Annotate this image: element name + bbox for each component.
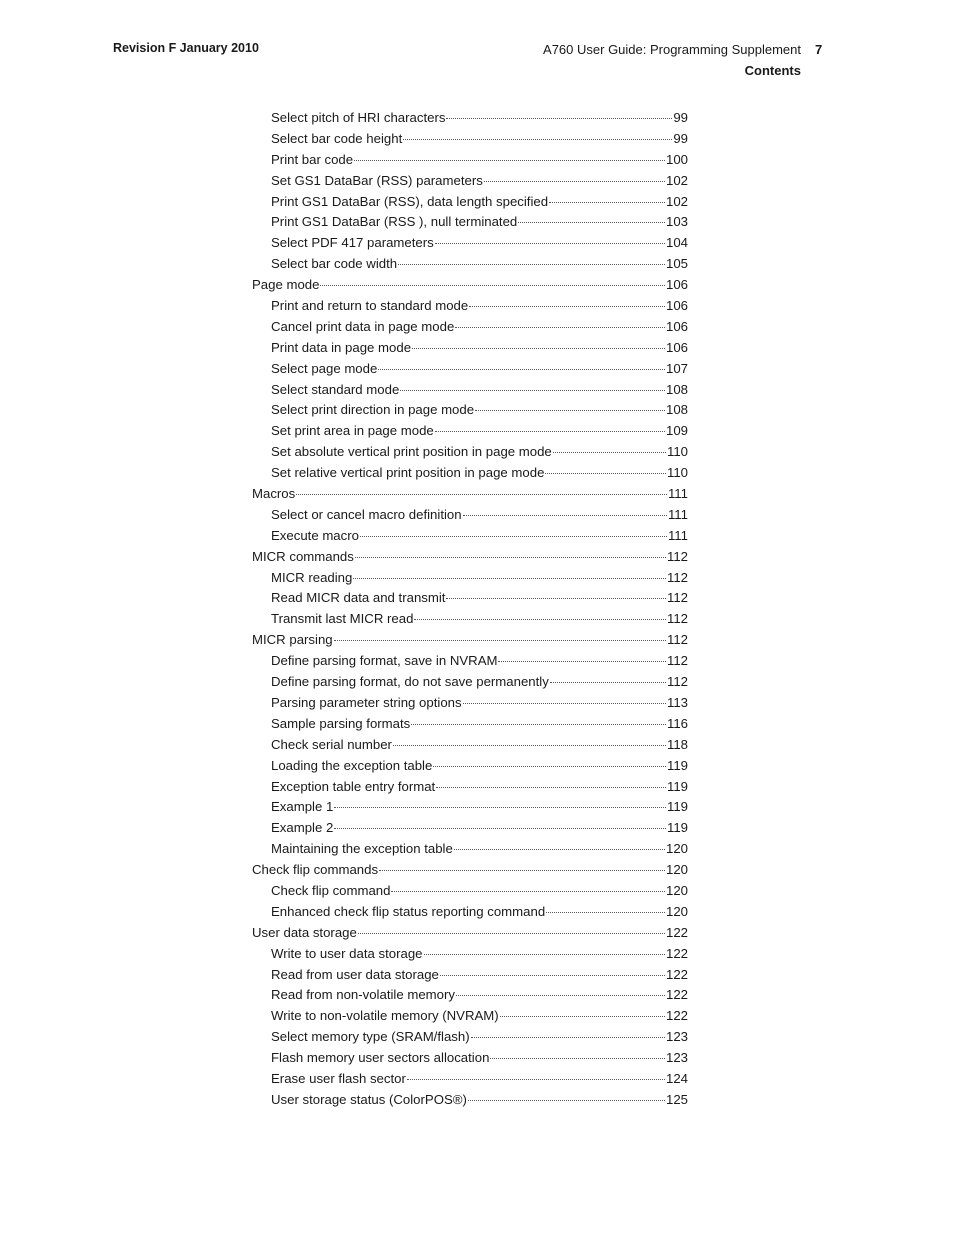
toc-dot-leader <box>403 139 672 140</box>
toc-subsection-entry[interactable] <box>252 985 688 1006</box>
toc-entry-page: 105 <box>665 256 688 272</box>
toc-dot-leader <box>468 1100 665 1101</box>
toc-dot-leader <box>498 661 665 662</box>
toc-subsection-entry[interactable] <box>252 526 688 547</box>
toc-entry-title: Transmit last MICR read <box>271 611 414 627</box>
toc-entry-page: 99 <box>673 110 688 125</box>
toc-section-entry[interactable] <box>252 923 688 944</box>
toc-subsection-entry[interactable] <box>252 1069 688 1090</box>
toc-dot-leader <box>553 452 666 453</box>
toc-entry-title: Parsing parameter string options <box>271 694 462 710</box>
toc-dot-leader <box>378 369 665 370</box>
toc-entry-page: 123 <box>665 1050 688 1066</box>
toc-entry-title: Select page mode <box>271 360 378 376</box>
toc-entry-title: Macros <box>252 486 296 502</box>
toc-dot-leader <box>463 703 666 704</box>
toc-entry-page: 112 <box>666 674 688 690</box>
document-title: A760 User Guide: Programming Supplement <box>543 42 801 57</box>
toc-entry-page: 106 <box>665 298 688 314</box>
toc-dot-leader <box>411 724 666 725</box>
toc-entry-title: Print GS1 DataBar (RSS ), null terminated <box>271 214 518 230</box>
toc-entry-title: Write to non-volatile memory (NVRAM) <box>271 1008 499 1024</box>
toc-subsection-entry[interactable] <box>252 902 688 923</box>
toc-subsection-entry[interactable] <box>252 359 688 380</box>
toc-entry-page: 118 <box>666 736 688 752</box>
toc-entry-title: Check flip commands <box>252 862 379 878</box>
toc-entry-title: Print data in page mode <box>271 339 412 355</box>
toc-subsection-entry[interactable] <box>252 693 688 714</box>
toc-entry-title: Example 1 <box>271 799 334 815</box>
toc-entry-page: 106 <box>665 318 688 334</box>
toc-dot-leader <box>454 849 665 850</box>
toc-section-entry[interactable] <box>252 275 688 296</box>
toc-entry-page: 104 <box>665 235 688 251</box>
toc-entry-page: 125 <box>665 1091 688 1107</box>
toc-entry-title: Print and return to standard mode <box>271 298 469 314</box>
toc-entry-title: Define parsing format, save in NVRAM <box>271 653 498 669</box>
toc-entry-page: 120 <box>665 903 688 919</box>
toc-entry-page: 113 <box>666 694 688 710</box>
toc-entry-title: Exception table entry format <box>271 778 436 794</box>
toc-dot-leader <box>354 160 665 161</box>
toc-entry-page: 120 <box>665 862 688 878</box>
toc-entry-title: Select pitch of HRI characters <box>271 110 446 125</box>
toc-subsection-entry[interactable] <box>252 421 688 442</box>
toc-entry-title: Cancel print data in page mode <box>271 318 455 334</box>
toc-entry-title: Check flip command <box>271 882 391 898</box>
toc-entry-title: Print bar code <box>271 151 354 167</box>
toc-dot-leader <box>500 1016 665 1017</box>
toc-entry-title: Loading the exception table <box>271 757 433 773</box>
toc-entry-page: 119 <box>666 757 688 773</box>
toc-subsection-entry[interactable] <box>252 129 688 150</box>
table-of-contents <box>252 108 688 1111</box>
toc-entry-page: 107 <box>665 360 688 376</box>
toc-entry-title: Select memory type (SRAM/flash) <box>271 1029 470 1045</box>
toc-entry-title: MICR commands <box>252 548 354 564</box>
toc-entry-title: Flash memory user sectors allocation <box>271 1050 490 1066</box>
toc-dot-leader <box>440 975 665 976</box>
toc-subsection-entry[interactable] <box>252 944 688 965</box>
toc-subsection-entry[interactable] <box>252 1090 688 1111</box>
toc-entry-page: 106 <box>665 277 688 293</box>
toc-subsection-entry[interactable] <box>252 150 688 171</box>
toc-dot-leader <box>435 431 665 432</box>
toc-entry-title: Print GS1 DataBar (RSS), data length specified <box>271 193 549 209</box>
toc-subsection-entry[interactable] <box>252 338 688 359</box>
toc-entry-page: 116 <box>666 715 688 731</box>
toc-subsection-entry[interactable] <box>252 233 688 254</box>
toc-dot-leader <box>391 891 665 892</box>
toc-dot-leader <box>475 410 665 411</box>
page-number: 7 <box>815 42 823 57</box>
running-header <box>543 39 801 81</box>
toc-subsection-entry[interactable] <box>252 380 688 401</box>
toc-subsection-entry[interactable] <box>252 588 688 609</box>
toc-subsection-entry[interactable] <box>252 735 688 756</box>
toc-entry-page: 120 <box>665 841 688 857</box>
toc-entry-page: 108 <box>665 402 688 418</box>
toc-entry-title: Select bar code width <box>271 256 398 272</box>
toc-subsection-entry[interactable] <box>252 568 688 589</box>
toc-entry-title: Define parsing format, do not save permanently <box>271 674 549 690</box>
toc-subsection-entry[interactable] <box>252 296 688 317</box>
toc-entry-title: Select or cancel macro definition <box>271 506 462 522</box>
toc-section-entry[interactable] <box>252 860 688 881</box>
toc-entry-page: 112 <box>666 611 688 627</box>
toc-subsection-entry[interactable] <box>252 463 688 484</box>
toc-entry-title: Read from user data storage <box>271 966 439 982</box>
toc-entry-title: Set GS1 DataBar (RSS) parameters <box>271 172 483 188</box>
toc-entry-page: 102 <box>665 193 688 209</box>
toc-subsection-entry[interactable] <box>252 818 688 839</box>
toc-dot-leader <box>518 222 665 223</box>
toc-dot-leader <box>546 912 665 913</box>
toc-entry-title: Select PDF 417 parameters <box>271 235 434 251</box>
toc-entry-page: 122 <box>665 987 688 1003</box>
toc-entry-title: Example 2 <box>271 820 334 836</box>
toc-dot-leader <box>334 640 666 641</box>
toc-dot-leader <box>353 578 666 579</box>
toc-entry-page: 112 <box>666 632 688 648</box>
toc-entry-page: 110 <box>666 444 688 460</box>
toc-entry-title: Read MICR data and transmit <box>271 590 446 606</box>
toc-dot-leader <box>398 264 665 265</box>
toc-entry-title: Page mode <box>252 277 320 293</box>
toc-dot-leader <box>334 828 666 829</box>
toc-entry-title: Read from non-volatile memory <box>271 987 455 1003</box>
toc-section-entry[interactable] <box>252 547 688 568</box>
toc-entry-title: Set absolute vertical print position in page mode <box>271 444 552 460</box>
toc-entry-title: Set print area in page mode <box>271 423 434 439</box>
toc-entry-title: Write to user data storage <box>271 945 423 961</box>
toc-entry-title: User storage status (ColorPOS®) <box>271 1091 467 1107</box>
toc-section-entry[interactable] <box>252 484 688 505</box>
toc-entry-page: 119 <box>666 799 688 815</box>
toc-dot-leader <box>471 1037 665 1038</box>
toc-subsection-entry[interactable] <box>252 1006 688 1027</box>
toc-dot-leader <box>436 787 666 788</box>
toc-entry-title: MICR reading <box>271 569 353 585</box>
toc-entry-title: MICR parsing <box>252 632 333 648</box>
toc-dot-leader <box>400 390 665 391</box>
toc-entry-title: Set relative vertical print position in page mode <box>271 465 545 481</box>
toc-entry-page: 111 <box>667 506 688 522</box>
toc-entry-page: 100 <box>665 151 688 167</box>
toc-dot-leader <box>463 515 667 516</box>
toc-dot-leader <box>296 494 667 495</box>
toc-entry-page: 111 <box>667 527 688 543</box>
toc-dot-leader <box>412 348 665 349</box>
toc-dot-leader <box>358 933 665 934</box>
toc-subsection-entry[interactable] <box>252 651 688 672</box>
toc-entry-page: 108 <box>665 381 688 397</box>
toc-subsection-entry[interactable] <box>252 254 688 275</box>
toc-section-entry[interactable] <box>252 630 688 651</box>
toc-entry-page: 106 <box>665 339 688 355</box>
toc-dot-leader <box>334 807 666 808</box>
toc-subsection-entry[interactable] <box>252 1027 688 1048</box>
toc-dot-leader <box>435 243 665 244</box>
toc-dot-leader <box>550 682 666 683</box>
toc-dot-leader <box>320 285 665 286</box>
toc-entry-page: 112 <box>666 653 688 669</box>
toc-subsection-entry[interactable] <box>252 108 688 129</box>
toc-subsection-entry[interactable] <box>252 797 688 818</box>
toc-subsection-entry[interactable] <box>252 192 688 213</box>
toc-entry-title: Select bar code height <box>271 130 403 146</box>
toc-entry-page: 122 <box>665 924 688 940</box>
toc-entry-title: Enhanced check flip status reporting command <box>271 903 546 919</box>
toc-dot-leader <box>407 1079 665 1080</box>
toc-subsection-entry[interactable] <box>252 400 688 421</box>
toc-subsection-entry[interactable] <box>252 442 688 463</box>
toc-subsection-entry[interactable] <box>252 777 688 798</box>
section-name: Contents <box>744 63 801 78</box>
toc-subsection-entry[interactable] <box>252 609 688 630</box>
toc-subsection-entry[interactable] <box>252 839 688 860</box>
toc-entry-page: 112 <box>666 548 688 564</box>
toc-entry-page: 124 <box>665 1070 688 1086</box>
toc-entry-title: Maintaining the exception table <box>271 841 453 857</box>
toc-dot-leader <box>393 745 666 746</box>
toc-entry-page: 112 <box>666 590 688 606</box>
toc-entry-title: Execute macro <box>271 527 359 543</box>
toc-dot-leader <box>490 1058 665 1059</box>
toc-entry-page: 122 <box>665 945 688 961</box>
toc-entry-page: 110 <box>666 465 688 481</box>
toc-subsection-entry[interactable] <box>252 171 688 192</box>
toc-entry-page: 122 <box>665 966 688 982</box>
toc-dot-leader <box>446 598 666 599</box>
toc-subsection-entry[interactable] <box>252 212 688 233</box>
toc-dot-leader <box>360 536 667 537</box>
toc-dot-leader <box>484 181 665 182</box>
toc-entry-page: 111 <box>667 486 688 502</box>
toc-entry-page: 119 <box>666 820 688 836</box>
toc-subsection-entry[interactable] <box>252 317 688 338</box>
toc-dot-leader <box>549 202 665 203</box>
toc-dot-leader <box>433 766 666 767</box>
toc-entry-title: Select standard mode <box>271 381 400 397</box>
toc-entry-page: 120 <box>665 882 688 898</box>
toc-subsection-entry[interactable] <box>252 965 688 986</box>
toc-entry-title: Check serial number <box>271 736 392 752</box>
toc-entry-page: 109 <box>665 423 688 439</box>
toc-entry-page: 119 <box>666 778 688 794</box>
toc-entry-page: 123 <box>665 1029 688 1045</box>
toc-dot-leader <box>379 870 665 871</box>
toc-subsection-entry[interactable] <box>252 672 688 693</box>
toc-dot-leader <box>469 306 665 307</box>
toc-dot-leader <box>355 557 666 558</box>
toc-subsection-entry[interactable] <box>252 505 688 526</box>
toc-entry-title: User data storage <box>252 924 357 940</box>
toc-subsection-entry[interactable] <box>252 714 688 735</box>
toc-dot-leader <box>414 619 666 620</box>
toc-entry-page: 102 <box>665 172 688 188</box>
toc-dot-leader <box>456 995 665 996</box>
toc-entry-title: Sample parsing formats <box>271 715 411 731</box>
toc-entry-page: 103 <box>665 214 688 230</box>
toc-dot-leader <box>424 954 665 955</box>
toc-entry-title: Erase user flash sector <box>271 1070 406 1086</box>
toc-entry-page: 112 <box>666 569 688 585</box>
toc-subsection-entry[interactable] <box>252 756 688 777</box>
toc-subsection-entry[interactable] <box>252 1048 688 1069</box>
toc-dot-leader <box>446 118 672 119</box>
toc-dot-leader <box>455 327 665 328</box>
toc-subsection-entry[interactable] <box>252 881 688 902</box>
toc-entry-page: 122 <box>665 1008 688 1024</box>
toc-entry-title: Select print direction in page mode <box>271 402 475 418</box>
revision-label: Revision F January 2010 <box>113 41 259 55</box>
toc-entry-page: 99 <box>673 130 688 146</box>
toc-dot-leader <box>545 473 666 474</box>
